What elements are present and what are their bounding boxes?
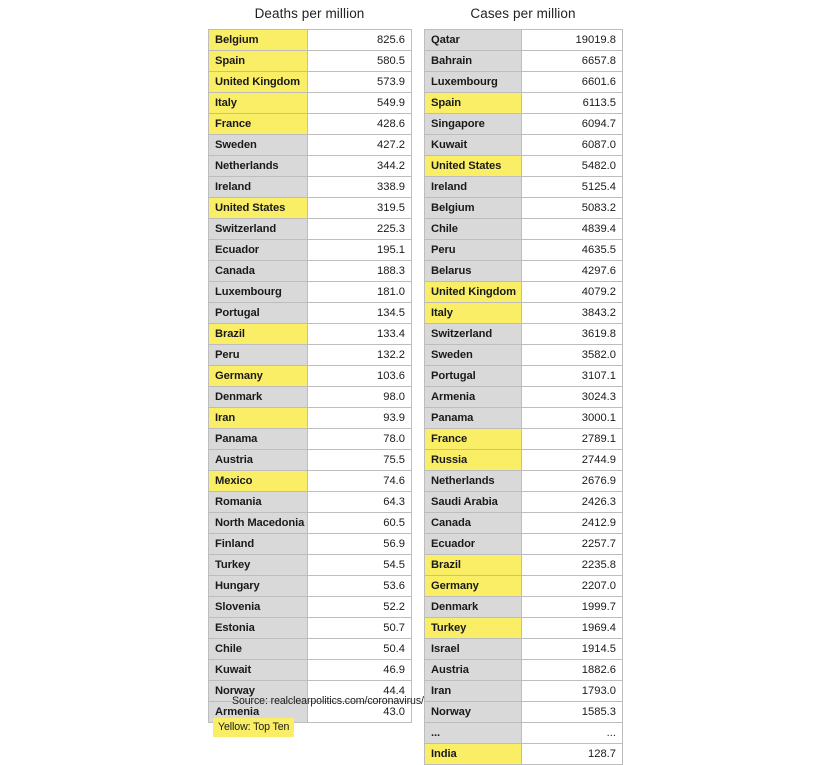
country-value-cell: 52.2 <box>308 597 412 618</box>
country-name-cell: India <box>425 744 522 765</box>
country-value-cell: 1585.3 <box>522 702 623 723</box>
country-name-cell: Spain <box>425 93 522 114</box>
table-row <box>209 534 412 555</box>
country-value-cell: 6657.8 <box>522 51 623 72</box>
country-name-cell: Bahrain <box>425 51 522 72</box>
table-row <box>425 534 623 555</box>
country-name-cell: Estonia <box>209 618 308 639</box>
country-value-cell: 188.3 <box>308 261 412 282</box>
country-value-cell: 1999.7 <box>522 597 623 618</box>
country-name-cell: Brazil <box>425 555 522 576</box>
country-name-cell: Netherlands <box>425 471 522 492</box>
country-value-cell: 338.9 <box>308 177 412 198</box>
table-row <box>425 366 623 387</box>
country-name-cell: United States <box>425 156 522 177</box>
country-name-cell: France <box>209 114 308 135</box>
country-value-cell: 93.9 <box>308 408 412 429</box>
table-row <box>209 72 412 93</box>
country-name-cell: Luxembourg <box>425 72 522 93</box>
country-value-cell: 2789.1 <box>522 429 623 450</box>
country-value-cell: 3619.8 <box>522 324 623 345</box>
table-row <box>425 177 623 198</box>
table-row <box>209 366 412 387</box>
country-value-cell: 134.5 <box>308 303 412 324</box>
country-name-cell: Panama <box>425 408 522 429</box>
country-value-cell: 580.5 <box>308 51 412 72</box>
table-row <box>425 429 623 450</box>
country-name-cell: United Kingdom <box>209 72 308 93</box>
country-name-cell: Iran <box>425 681 522 702</box>
country-value-cell: 4635.5 <box>522 240 623 261</box>
country-value-cell: 3107.1 <box>522 366 623 387</box>
table-row <box>425 240 623 261</box>
country-name-cell: Ecuador <box>209 240 308 261</box>
source-note: Source: realclearpolitics.com/coronavirus/ <box>232 695 424 707</box>
table-row <box>209 597 412 618</box>
table-row <box>425 576 623 597</box>
country-value-cell: 2257.7 <box>522 534 623 555</box>
country-value-cell: 181.0 <box>308 282 412 303</box>
country-value-cell: 344.2 <box>308 156 412 177</box>
deaths-per-million-panel <box>208 0 411 723</box>
country-name-cell: North Macedonia <box>209 513 308 534</box>
table-row <box>425 135 623 156</box>
country-value-cell: 44.4 <box>308 681 412 702</box>
country-value-cell: 19019.8 <box>522 30 623 51</box>
country-name-cell: Hungary <box>209 576 308 597</box>
country-name-cell: Spain <box>209 51 308 72</box>
table-row <box>209 513 412 534</box>
country-name-cell: Brazil <box>209 324 308 345</box>
country-value-cell: 549.9 <box>308 93 412 114</box>
table-row <box>425 282 623 303</box>
country-name-cell: Netherlands <box>209 156 308 177</box>
table-row <box>425 261 623 282</box>
country-name-cell: Germany <box>425 576 522 597</box>
country-name-cell: Belgium <box>425 198 522 219</box>
country-value-cell: 1882.6 <box>522 660 623 681</box>
country-name-cell: Kuwait <box>425 135 522 156</box>
country-name-cell: Denmark <box>209 387 308 408</box>
table-row <box>425 597 623 618</box>
table-row <box>425 114 623 135</box>
country-name-cell: Norway <box>209 681 308 702</box>
table-row <box>425 555 623 576</box>
table-row <box>209 261 412 282</box>
country-value-cell: ... <box>522 723 623 744</box>
country-name-cell: Slovenia <box>209 597 308 618</box>
country-name-cell: Turkey <box>425 618 522 639</box>
country-value-cell: 6087.0 <box>522 135 623 156</box>
country-value-cell: 2744.9 <box>522 450 623 471</box>
table-row <box>209 177 412 198</box>
country-name-cell: Switzerland <box>425 324 522 345</box>
table-row <box>425 744 623 765</box>
table-row <box>209 639 412 660</box>
table-row <box>209 618 412 639</box>
country-name-cell: Belarus <box>425 261 522 282</box>
country-value-cell: 128.7 <box>522 744 623 765</box>
table-row <box>209 198 412 219</box>
country-name-cell: France <box>425 429 522 450</box>
country-value-cell: 50.7 <box>308 618 412 639</box>
country-value-cell: 2676.9 <box>522 471 623 492</box>
table-row <box>425 513 623 534</box>
table-row <box>209 345 412 366</box>
country-value-cell: 4297.6 <box>522 261 623 282</box>
deaths-table-body <box>209 30 412 723</box>
table-row <box>425 471 623 492</box>
country-name-cell: Canada <box>209 261 308 282</box>
table-row <box>425 51 623 72</box>
table-row <box>425 324 623 345</box>
country-value-cell: 5482.0 <box>522 156 623 177</box>
table-row <box>425 492 623 513</box>
country-name-cell: Belgium <box>209 30 308 51</box>
country-name-cell: Kuwait <box>209 660 308 681</box>
table-row <box>209 240 412 261</box>
country-value-cell: 103.6 <box>308 366 412 387</box>
table-row <box>425 72 623 93</box>
table-row <box>209 471 412 492</box>
table-row <box>209 30 412 51</box>
country-name-cell: Sweden <box>425 345 522 366</box>
country-name-cell: ... <box>425 723 522 744</box>
country-value-cell: 75.5 <box>308 450 412 471</box>
table-row <box>425 93 623 114</box>
country-name-cell: Norway <box>425 702 522 723</box>
country-value-cell: 78.0 <box>308 429 412 450</box>
table-row <box>209 135 412 156</box>
country-name-cell: Sweden <box>209 135 308 156</box>
table-row <box>209 303 412 324</box>
table-row <box>425 345 623 366</box>
country-value-cell: 6113.5 <box>522 93 623 114</box>
table-row <box>209 492 412 513</box>
country-value-cell: 825.6 <box>308 30 412 51</box>
country-value-cell: 98.0 <box>308 387 412 408</box>
country-value-cell: 573.9 <box>308 72 412 93</box>
table-row <box>209 282 412 303</box>
country-value-cell: 3843.2 <box>522 303 623 324</box>
country-value-cell: 2207.0 <box>522 576 623 597</box>
footnotes <box>208 694 568 737</box>
country-value-cell: 428.6 <box>308 114 412 135</box>
country-name-cell: Iran <box>209 408 308 429</box>
legend-row <box>208 717 568 737</box>
country-value-cell: 50.4 <box>308 639 412 660</box>
deaths-table <box>208 29 412 723</box>
country-value-cell: 46.9 <box>308 660 412 681</box>
country-value-cell: 319.5 <box>308 198 412 219</box>
table-row <box>425 618 623 639</box>
table-row <box>209 51 412 72</box>
country-value-cell: 74.6 <box>308 471 412 492</box>
table-row <box>209 660 412 681</box>
table-row <box>209 219 412 240</box>
country-name-cell: Armenia <box>209 702 308 723</box>
country-name-cell: Panama <box>209 429 308 450</box>
table-row <box>209 387 412 408</box>
table-row <box>209 93 412 114</box>
country-value-cell: 4079.2 <box>522 282 623 303</box>
country-name-cell: Finland <box>209 534 308 555</box>
table-row <box>425 660 623 681</box>
table-row <box>209 450 412 471</box>
country-value-cell: 2235.8 <box>522 555 623 576</box>
deaths-table-title: Deaths per million <box>254 6 365 21</box>
country-name-cell: Israel <box>425 639 522 660</box>
country-name-cell: Italy <box>425 303 522 324</box>
country-value-cell: 3000.1 <box>522 408 623 429</box>
country-name-cell: Romania <box>209 492 308 513</box>
country-name-cell: United Kingdom <box>425 282 522 303</box>
country-name-cell: Portugal <box>425 366 522 387</box>
table-row <box>425 639 623 660</box>
cases-table-body <box>425 30 623 765</box>
table-row <box>209 114 412 135</box>
country-value-cell: 2426.3 <box>522 492 623 513</box>
table-row <box>425 219 623 240</box>
country-value-cell: 6601.6 <box>522 72 623 93</box>
country-name-cell: Ireland <box>425 177 522 198</box>
country-value-cell: 1969.4 <box>522 618 623 639</box>
table-row <box>209 408 412 429</box>
country-name-cell: Germany <box>209 366 308 387</box>
country-value-cell: 427.2 <box>308 135 412 156</box>
country-name-cell: Austria <box>425 660 522 681</box>
country-name-cell: Russia <box>425 450 522 471</box>
country-value-cell: 132.2 <box>308 345 412 366</box>
country-value-cell: 3582.0 <box>522 345 623 366</box>
country-value-cell: 2412.9 <box>522 513 623 534</box>
country-name-cell: Qatar <box>425 30 522 51</box>
table-row <box>209 324 412 345</box>
country-value-cell: 1914.5 <box>522 639 623 660</box>
country-name-cell: Ecuador <box>425 534 522 555</box>
country-value-cell: 5083.2 <box>522 198 623 219</box>
country-value-cell: 195.1 <box>308 240 412 261</box>
country-value-cell: 4839.4 <box>522 219 623 240</box>
table-row <box>425 450 623 471</box>
cases-table <box>424 29 623 765</box>
country-value-cell: 64.3 <box>308 492 412 513</box>
country-value-cell: 53.6 <box>308 576 412 597</box>
cases-per-million-panel <box>424 0 622 765</box>
cases-table-title: Cases per million <box>470 6 576 21</box>
country-value-cell: 5125.4 <box>522 177 623 198</box>
country-value-cell: 6094.7 <box>522 114 623 135</box>
country-name-cell: Austria <box>209 450 308 471</box>
country-name-cell: Saudi Arabia <box>425 492 522 513</box>
table-row <box>425 303 623 324</box>
table-row <box>209 555 412 576</box>
country-name-cell: Portugal <box>209 303 308 324</box>
country-name-cell: Singapore <box>425 114 522 135</box>
table-row <box>425 198 623 219</box>
table-row <box>209 429 412 450</box>
country-name-cell: Canada <box>425 513 522 534</box>
country-name-cell: Mexico <box>209 471 308 492</box>
country-name-cell: Ireland <box>209 177 308 198</box>
country-name-cell: Peru <box>209 345 308 366</box>
table-row <box>209 156 412 177</box>
country-name-cell: Chile <box>425 219 522 240</box>
table-row <box>425 408 623 429</box>
country-value-cell: 54.5 <box>308 555 412 576</box>
table-row <box>425 156 623 177</box>
country-name-cell: Armenia <box>425 387 522 408</box>
country-name-cell: United States <box>209 198 308 219</box>
country-name-cell: Denmark <box>425 597 522 618</box>
country-value-cell: 225.3 <box>308 219 412 240</box>
country-value-cell: 133.4 <box>308 324 412 345</box>
country-name-cell: Italy <box>209 93 308 114</box>
legend-top-ten: Yellow: Top Ten <box>213 718 294 737</box>
country-name-cell: Turkey <box>209 555 308 576</box>
country-value-cell: 60.5 <box>308 513 412 534</box>
country-value-cell: 3024.3 <box>522 387 623 408</box>
country-name-cell: Peru <box>425 240 522 261</box>
table-row <box>425 387 623 408</box>
country-value-cell: 56.9 <box>308 534 412 555</box>
table-row <box>425 30 623 51</box>
country-name-cell: Luxembourg <box>209 282 308 303</box>
country-name-cell: Switzerland <box>209 219 308 240</box>
country-value-cell: 1793.0 <box>522 681 623 702</box>
country-name-cell: Chile <box>209 639 308 660</box>
country-value-cell: 43.0 <box>308 702 412 723</box>
table-row <box>209 576 412 597</box>
